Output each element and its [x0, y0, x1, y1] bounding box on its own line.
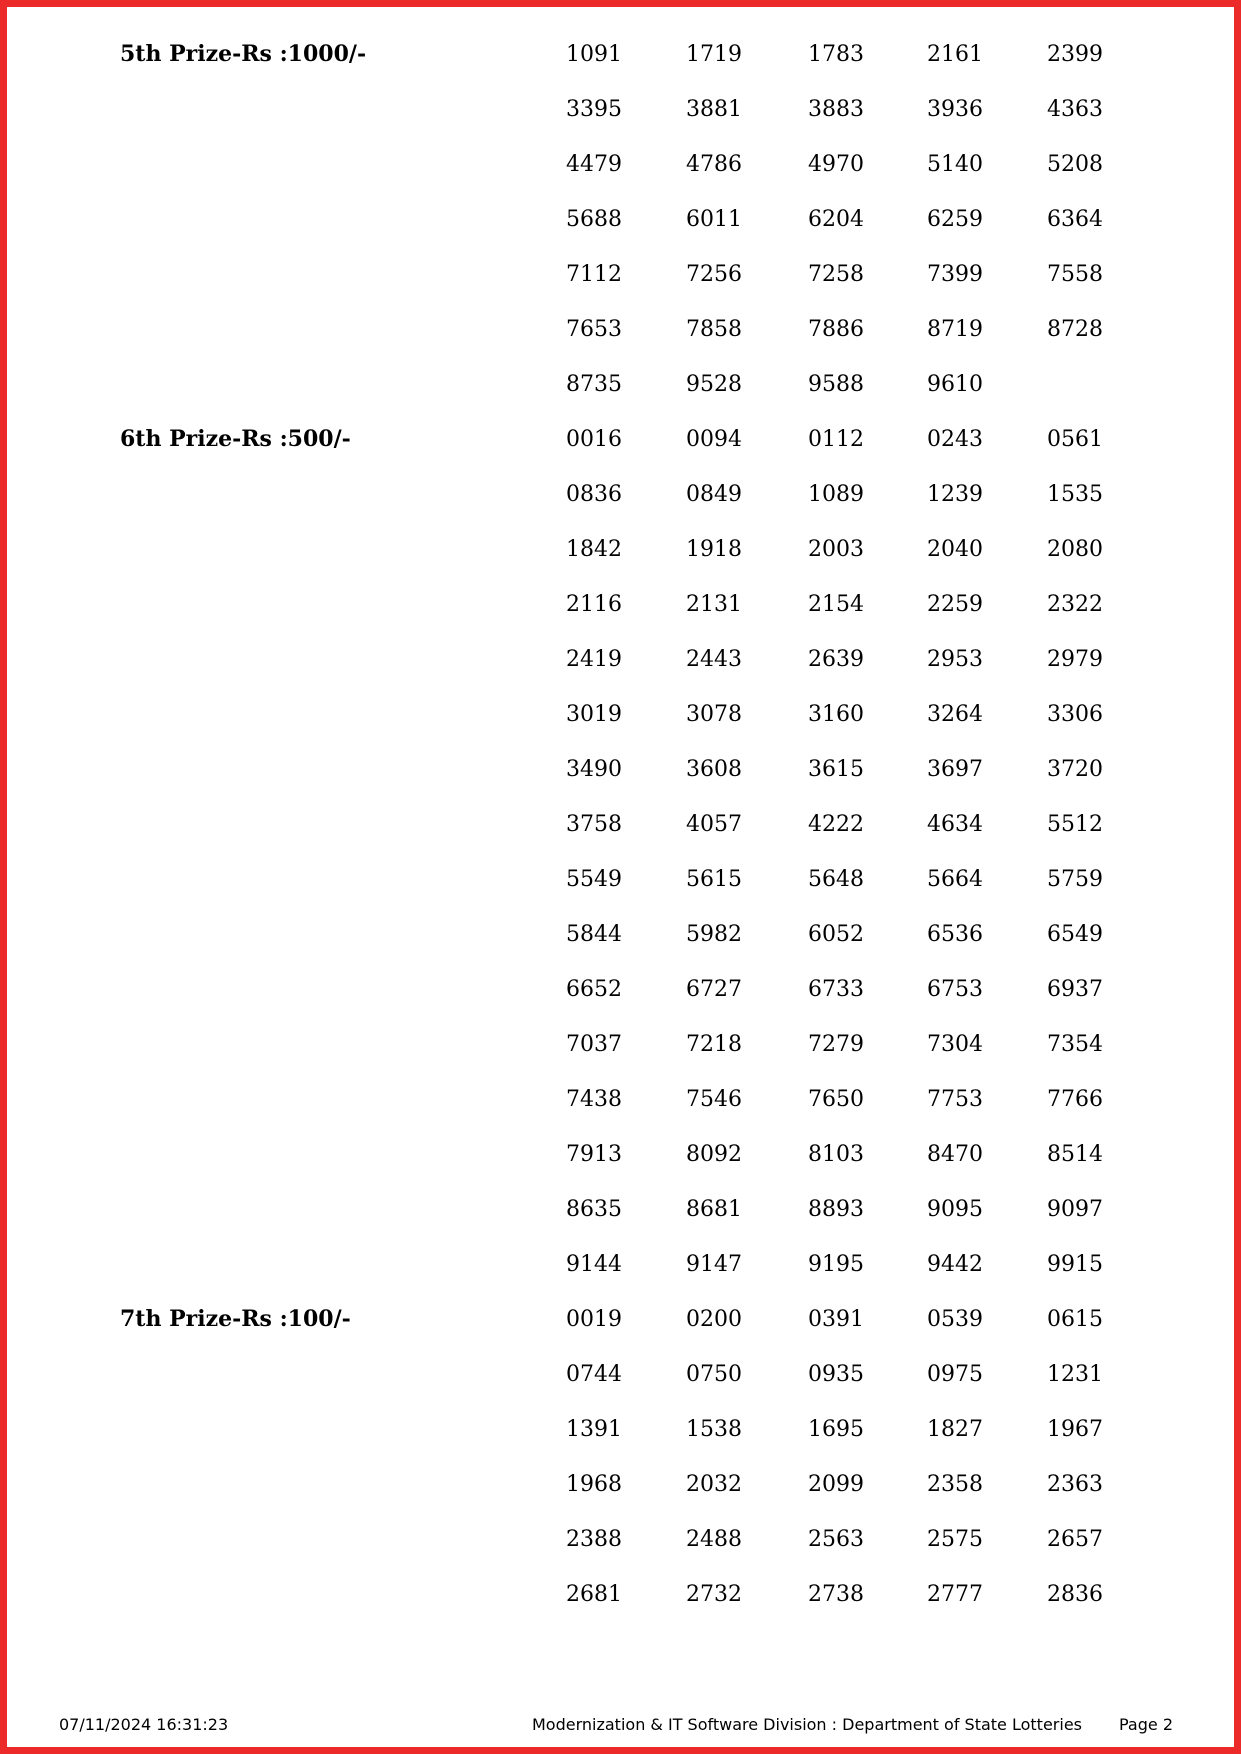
page-footer	[0, 1714, 1241, 1736]
winning-number: 5140	[927, 152, 983, 177]
winning-number: 3160	[808, 702, 864, 727]
winning-number: 6536	[927, 922, 983, 947]
prize-section-6th	[0, 412, 1241, 1292]
winning-number: 7650	[808, 1087, 864, 1112]
winning-number: 2154	[808, 592, 864, 617]
winning-number: 2358	[927, 1472, 983, 1497]
winning-number: 0744	[566, 1362, 622, 1387]
winning-number: 6052	[808, 922, 864, 947]
winning-number: 7858	[686, 317, 742, 342]
winning-number: 5549	[566, 867, 622, 892]
winning-number: 7258	[808, 262, 864, 287]
winning-number: 9442	[927, 1252, 983, 1277]
prize-title: 5th Prize-Rs :1000/-	[120, 41, 367, 67]
winning-numbers-grid	[566, 1292, 1147, 1622]
winning-number: 5615	[686, 867, 742, 892]
winning-number: 2322	[1047, 592, 1103, 617]
winning-number: 0561	[1047, 427, 1103, 452]
winning-number: 2259	[927, 592, 983, 617]
winning-number: 5208	[1047, 152, 1103, 177]
winning-number: 2953	[927, 647, 983, 672]
winning-number: 1842	[566, 537, 622, 562]
winning-number: 7653	[566, 317, 622, 342]
winning-number: 6011	[686, 207, 742, 232]
winning-number: 2575	[927, 1527, 983, 1552]
winning-number: 7256	[686, 262, 742, 287]
winning-numbers-grid	[566, 412, 1147, 1292]
winning-number: 8103	[808, 1142, 864, 1167]
winning-number: 9610	[927, 372, 983, 397]
winning-number: 3936	[927, 97, 983, 122]
winning-number: 2777	[927, 1582, 983, 1607]
winning-number: 3490	[566, 757, 622, 782]
winning-number: 5844	[566, 922, 622, 947]
winning-number: 6753	[927, 977, 983, 1002]
winning-number: 5688	[566, 207, 622, 232]
prize-section-7th	[0, 1292, 1241, 1622]
winning-number: 7218	[686, 1032, 742, 1057]
winning-number: 5512	[1047, 812, 1103, 837]
winning-number: 5648	[808, 867, 864, 892]
winning-number: 7558	[1047, 262, 1103, 287]
prize-section-5th	[0, 27, 1241, 412]
winning-number: 6652	[566, 977, 622, 1002]
winning-number: 7546	[686, 1087, 742, 1112]
winning-number: 0539	[927, 1307, 983, 1332]
winning-number: 4057	[686, 812, 742, 837]
winning-number: 4786	[686, 152, 742, 177]
winning-number: 4479	[566, 152, 622, 177]
winning-number: 2732	[686, 1582, 742, 1607]
print-datetime: 07/11/2024 16:31:23	[59, 1715, 229, 1734]
winning-number: 7037	[566, 1032, 622, 1057]
winning-number: 7112	[566, 262, 622, 287]
winning-number: 4363	[1047, 97, 1103, 122]
winning-number: 8728	[1047, 317, 1103, 342]
prize-title: 7th Prize-Rs :100/-	[120, 1306, 351, 1332]
winning-number: 1089	[808, 482, 864, 507]
winning-number: 2131	[686, 592, 742, 617]
winning-number: 4970	[808, 152, 864, 177]
winning-number: 0019	[566, 1307, 622, 1332]
winning-number: 6733	[808, 977, 864, 1002]
winning-number: 2003	[808, 537, 864, 562]
winning-number: 1535	[1047, 482, 1103, 507]
prize-title: 6th Prize-Rs :500/-	[120, 426, 351, 452]
winning-number: 9195	[808, 1252, 864, 1277]
winning-number: 9095	[927, 1197, 983, 1222]
winning-number: 3720	[1047, 757, 1103, 782]
winning-number: 1968	[566, 1472, 622, 1497]
winning-number: 2032	[686, 1472, 742, 1497]
winning-number: 9144	[566, 1252, 622, 1277]
winning-number: 1091	[566, 42, 622, 67]
winning-number: 3078	[686, 702, 742, 727]
winning-number: 1827	[927, 1417, 983, 1442]
winning-number: 0016	[566, 427, 622, 452]
winning-number: 0243	[927, 427, 983, 452]
winning-number: 2116	[566, 592, 622, 617]
winning-number: 7438	[566, 1087, 622, 1112]
winning-number: 2979	[1047, 647, 1103, 672]
winning-number: 9528	[686, 372, 742, 397]
winning-number: 1918	[686, 537, 742, 562]
winning-number: 0615	[1047, 1307, 1103, 1332]
winning-number: 1391	[566, 1417, 622, 1442]
winning-number: 0094	[686, 427, 742, 452]
winning-number: 3881	[686, 97, 742, 122]
winning-number: 2738	[808, 1582, 864, 1607]
winning-number: 0836	[566, 482, 622, 507]
winning-number: 2080	[1047, 537, 1103, 562]
winning-number: 3883	[808, 97, 864, 122]
winning-number: 7279	[808, 1032, 864, 1057]
winning-number: 2363	[1047, 1472, 1103, 1497]
winning-number: 9588	[808, 372, 864, 397]
winning-number: 7766	[1047, 1087, 1103, 1112]
issuing-division: Modernization & IT Software Division : Department of State Lotteries	[532, 1715, 1082, 1734]
winning-number: 5759	[1047, 867, 1103, 892]
winning-number: 7886	[808, 317, 864, 342]
winning-number: 2040	[927, 537, 983, 562]
winning-number: 0849	[686, 482, 742, 507]
winning-number: 9147	[686, 1252, 742, 1277]
winning-number: 2657	[1047, 1527, 1103, 1552]
page-number: Page 2	[1119, 1715, 1173, 1734]
winning-number: 9097	[1047, 1197, 1103, 1222]
winning-number: 3395	[566, 97, 622, 122]
winning-number: 3758	[566, 812, 622, 837]
winning-number: 0975	[927, 1362, 983, 1387]
winning-number: 6204	[808, 207, 864, 232]
winning-number: 8092	[686, 1142, 742, 1167]
winning-number: 8893	[808, 1197, 864, 1222]
winning-number: 2443	[686, 647, 742, 672]
winning-number: 0750	[686, 1362, 742, 1387]
winning-number: 1538	[686, 1417, 742, 1442]
winning-number: 7913	[566, 1142, 622, 1167]
winning-number: 2161	[927, 42, 983, 67]
winning-number: 8470	[927, 1142, 983, 1167]
winning-number: 8635	[566, 1197, 622, 1222]
winning-number: 4634	[927, 812, 983, 837]
winning-number: 5982	[686, 922, 742, 947]
winning-number: 7753	[927, 1087, 983, 1112]
winning-number: 1695	[808, 1417, 864, 1442]
winning-number: 1783	[808, 42, 864, 67]
winning-number: 2099	[808, 1472, 864, 1497]
winning-number: 0935	[808, 1362, 864, 1387]
winning-number: 4222	[808, 812, 864, 837]
winning-number: 8719	[927, 317, 983, 342]
winning-number: 2419	[566, 647, 622, 672]
winning-number: 2399	[1047, 42, 1103, 67]
winning-number: 2639	[808, 647, 864, 672]
winning-number: 0112	[808, 427, 864, 452]
winning-number: 3608	[686, 757, 742, 782]
winning-number: 3019	[566, 702, 622, 727]
winning-number: 3615	[808, 757, 864, 782]
winning-number: 7304	[927, 1032, 983, 1057]
winning-number: 2681	[566, 1582, 622, 1607]
winning-number: 6937	[1047, 977, 1103, 1002]
winning-number: 2563	[808, 1527, 864, 1552]
winning-number: 3306	[1047, 702, 1103, 727]
winning-number: 0200	[686, 1307, 742, 1332]
winning-number: 6727	[686, 977, 742, 1002]
winning-number: 8735	[566, 372, 622, 397]
prize-results	[0, 27, 1241, 1622]
winning-number: 1239	[927, 482, 983, 507]
winning-number: 2488	[686, 1527, 742, 1552]
winning-number: 7354	[1047, 1032, 1103, 1057]
winning-numbers-grid	[566, 27, 1147, 412]
winning-number: 3697	[927, 757, 983, 782]
winning-number: 2836	[1047, 1582, 1103, 1607]
winning-number: 3264	[927, 702, 983, 727]
winning-number: 8681	[686, 1197, 742, 1222]
winning-number: 0391	[808, 1307, 864, 1332]
winning-number: 1231	[1047, 1362, 1103, 1387]
winning-number: 8514	[1047, 1142, 1103, 1167]
winning-number: 6364	[1047, 207, 1103, 232]
winning-number: 7399	[927, 262, 983, 287]
winning-number: 6549	[1047, 922, 1103, 947]
winning-number: 9915	[1047, 1252, 1103, 1277]
winning-number: 2388	[566, 1527, 622, 1552]
winning-number: 1967	[1047, 1417, 1103, 1442]
winning-number: 5664	[927, 867, 983, 892]
winning-number: 1719	[686, 42, 742, 67]
winning-number: 6259	[927, 207, 983, 232]
